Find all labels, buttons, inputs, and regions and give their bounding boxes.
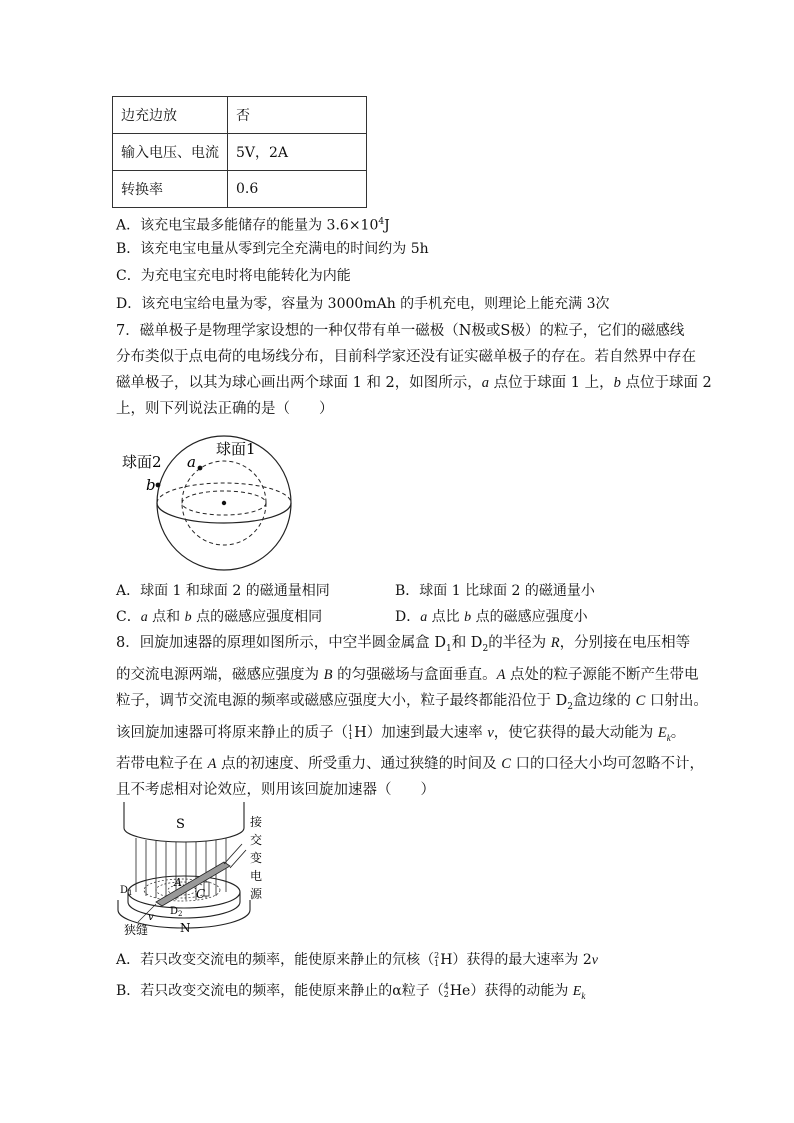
q7-line3-c: 点位于球面 2	[620, 375, 712, 391]
q8-stem	[116, 630, 708, 803]
q7-option-d-post: 点的磁感应强度小	[471, 609, 588, 625]
q8-l1-c: 的半径为	[488, 635, 551, 651]
point-a-dot	[198, 466, 203, 471]
d2-label-main: D	[170, 906, 179, 917]
q7-stem	[116, 318, 712, 422]
q8-option-b	[116, 982, 585, 1005]
q8-var-v: v	[487, 724, 494, 741]
ac-wire-1	[224, 844, 242, 864]
q8-option-a	[116, 951, 598, 970]
q7-option-d-a: a	[420, 610, 428, 625]
q8-l2-c: 点处的粒子源能不断产生带电	[505, 666, 699, 683]
q8-line4	[116, 720, 686, 751]
q7-line2: 分布类似于点电荷的电场线分布，目前科学家还没有证实磁单极子的存在。若自然界中存在	[116, 349, 696, 365]
q8-l4-a: 该回旋加速器可将原来静止的质子（	[116, 724, 348, 741]
table-row	[113, 171, 367, 208]
spec-table	[112, 96, 367, 208]
q8-var-e: E	[657, 724, 667, 741]
q6-option-b: B．该充电宝电量从零到完全充满电的时间约为 5h	[116, 241, 429, 257]
q8-l3-b: 盒边缘的	[572, 692, 636, 709]
sphere2-equator-back	[157, 483, 291, 503]
q7-line3	[116, 370, 712, 396]
table-cell-label: 转换率	[113, 171, 228, 208]
q8-deuteron-charge: 1	[434, 959, 440, 968]
table-cell-label: 边充边放	[113, 97, 228, 134]
q8-option-b-mid: ）获得的动能为	[470, 983, 573, 999]
q7-option-d	[395, 608, 588, 627]
table-cell-value: 否	[228, 97, 367, 134]
q7-var-a: a	[481, 375, 490, 391]
q8-deuteron-mass: 2	[434, 951, 440, 960]
q8-line2	[116, 662, 699, 688]
q7-sphere-figure	[112, 435, 312, 573]
q7-var-b: b	[613, 375, 621, 391]
q8-l2-b: 的匀强磁场与盒面垂直。	[332, 666, 497, 683]
q6-option-a-exponent: 4	[378, 217, 385, 227]
q8-l1-d: ，分别接在电压相等	[559, 635, 691, 651]
q8-var-a: A	[496, 666, 506, 683]
q7-option-c-pre: C．	[116, 609, 141, 625]
ac-wire-2	[230, 850, 246, 868]
q8-line6: 且不考虑相对论效应，则用该回旋加速器（ ）	[116, 781, 435, 798]
q8-proton-symbol: H	[354, 724, 367, 741]
table-cell-value: 0.6	[228, 171, 367, 208]
q8-option-a-v: v	[591, 953, 598, 968]
center-point	[222, 501, 226, 505]
q7-option-c-post: 点的磁感应强度相同	[191, 609, 323, 625]
q8-option-b-e: E	[572, 984, 582, 999]
q7-option-d-mid: 点比	[427, 609, 465, 625]
ac-label-2: 交	[250, 833, 263, 847]
q8-l5-c: 口的口径大小均可忽略不计，	[510, 755, 704, 772]
q8-cyclotron-figure	[112, 800, 272, 940]
q8-line3	[116, 688, 708, 720]
q8-l5-b: 点的初速度、所受重力、通过狭缝的时间及	[216, 755, 502, 772]
q8-proton-isotope	[348, 725, 353, 741]
q8-l4-b: ）加速到最大速率	[366, 724, 488, 741]
sphere1-label: 球面1	[216, 440, 256, 458]
q8-l2-a: 的交流电源两端，磁感应强度为	[116, 666, 324, 683]
velocity-label: v	[148, 912, 154, 923]
q8-proton-mass: 1	[348, 723, 354, 733]
q6-option-a	[116, 213, 390, 235]
q8-var-c: C	[635, 692, 646, 709]
q7-option-c	[116, 608, 322, 627]
q7-option-c-mid: 点和	[147, 609, 185, 625]
q8-proton-charge: 1	[348, 731, 354, 741]
gap-plate	[156, 862, 230, 906]
q7-option-d-pre: D．	[395, 609, 421, 625]
q7-line1: 7．磁单极子是物理学家设想的一种仅带有单一磁极（N极或S极）的粒子，它们的磁感线	[116, 323, 685, 339]
q7-option-d-b: b	[464, 610, 472, 625]
table-row	[113, 134, 367, 171]
port-c-label: C	[196, 887, 206, 901]
q7-option-c-a: a	[140, 610, 148, 625]
point-b-label: b	[146, 476, 156, 494]
magnet-s-label: S	[176, 817, 185, 832]
slit-label: 狭缝	[124, 923, 149, 937]
q8-option-b-e-sub: k	[581, 990, 586, 1001]
q6-option-a-text: A．该充电宝最多能储存的能量为 3.6×10	[116, 217, 379, 234]
q8-l1-a: 8．回旋加速器的原理如图所示，中空半圆金属盒 D	[116, 635, 446, 651]
d-box-side	[128, 892, 240, 918]
q8-l5-a: 若带电粒子在	[116, 755, 208, 772]
q8-l4-c: ，使它获得的最大动能为	[493, 724, 658, 741]
q8-option-a-pre: A．若只改变交流电的频率，能使原来静止的氘核（	[116, 952, 435, 968]
q8-var-r: R	[550, 635, 560, 651]
table-cell-value: 5V，2A	[228, 134, 367, 171]
q8-alpha-mass: 4	[443, 982, 449, 991]
d1-label-sub: 1	[128, 889, 133, 897]
point-b-dot	[156, 483, 161, 488]
d1-label-main: D	[120, 885, 129, 896]
ac-label-3: 变	[250, 851, 263, 865]
q8-l3-a: 粒子，调节交流电源的频率或磁感应强度大小，粒子最终都能沿位于 D	[116, 692, 568, 709]
q7-option-a: A．球面 1 和球面 2 的磁通量相同	[116, 583, 330, 599]
point-a-label: A	[174, 876, 182, 889]
q8-l1-sub2: 2	[482, 643, 489, 654]
q8-var-e-sub: k	[666, 732, 671, 743]
q8-alpha-charge: 2	[443, 990, 449, 999]
q7-option-b: B．球面 1 比球面 2 的磁通量小	[395, 583, 595, 599]
q8-option-b-pre: B．若只改变交流电的频率，能使原来静止的α粒子（	[116, 983, 444, 999]
q8-l3-sub: 2	[567, 701, 573, 712]
point-a-label: a	[187, 453, 196, 471]
q7-option-c-b: b	[184, 610, 192, 625]
q8-l4-d: 。	[670, 724, 686, 741]
q7-line3-a: 磁单极子，以其为球心画出两个球面 1 和 2，如图所示，	[116, 375, 482, 391]
q8-option-a-mid: ）获得的最大速率为 2	[452, 952, 592, 968]
q8-line1	[116, 630, 691, 662]
magnet-n-label: N	[180, 921, 191, 935]
q8-l1-b: 和 D	[451, 635, 483, 651]
q6-option-a-unit: J	[384, 217, 390, 234]
q6-option-c: C．为充电宝充电时将电能转化为内能	[116, 268, 351, 284]
q8-deuteron-isotope	[434, 952, 439, 968]
table-row	[113, 97, 367, 134]
q7-line3-b: 点位于球面 1 上，	[489, 375, 614, 391]
q8-l3-c: 口射出。	[645, 692, 708, 709]
d2-label-sub: 2	[178, 910, 183, 918]
q8-l5-var-c: C	[501, 755, 511, 772]
sphere2-label: 球面2	[122, 453, 162, 471]
sphere2-equator-front	[157, 503, 291, 523]
q8-l5-var-a: A	[207, 755, 217, 772]
q8-alpha-isotope	[444, 983, 449, 999]
table-cell-label: 输入电压、电流	[113, 134, 228, 171]
q6-option-d: D．该充电宝给电量为零，容量为 3000mAh 的手机充电，则理论上能充满 3次	[116, 296, 610, 312]
q8-line5	[116, 751, 704, 777]
ac-label-1: 接	[250, 815, 263, 829]
q8-var-b: B	[323, 666, 333, 683]
q7-line4: 上，则下列说法正确的是（ ）	[116, 401, 334, 417]
q8-l1-sub1: 1	[445, 643, 452, 654]
ac-label-5: 源	[250, 887, 263, 901]
ac-label-4: 电	[250, 869, 263, 883]
q8-alpha-symbol: He	[449, 983, 471, 999]
q8-deuteron-symbol: H	[440, 952, 453, 968]
